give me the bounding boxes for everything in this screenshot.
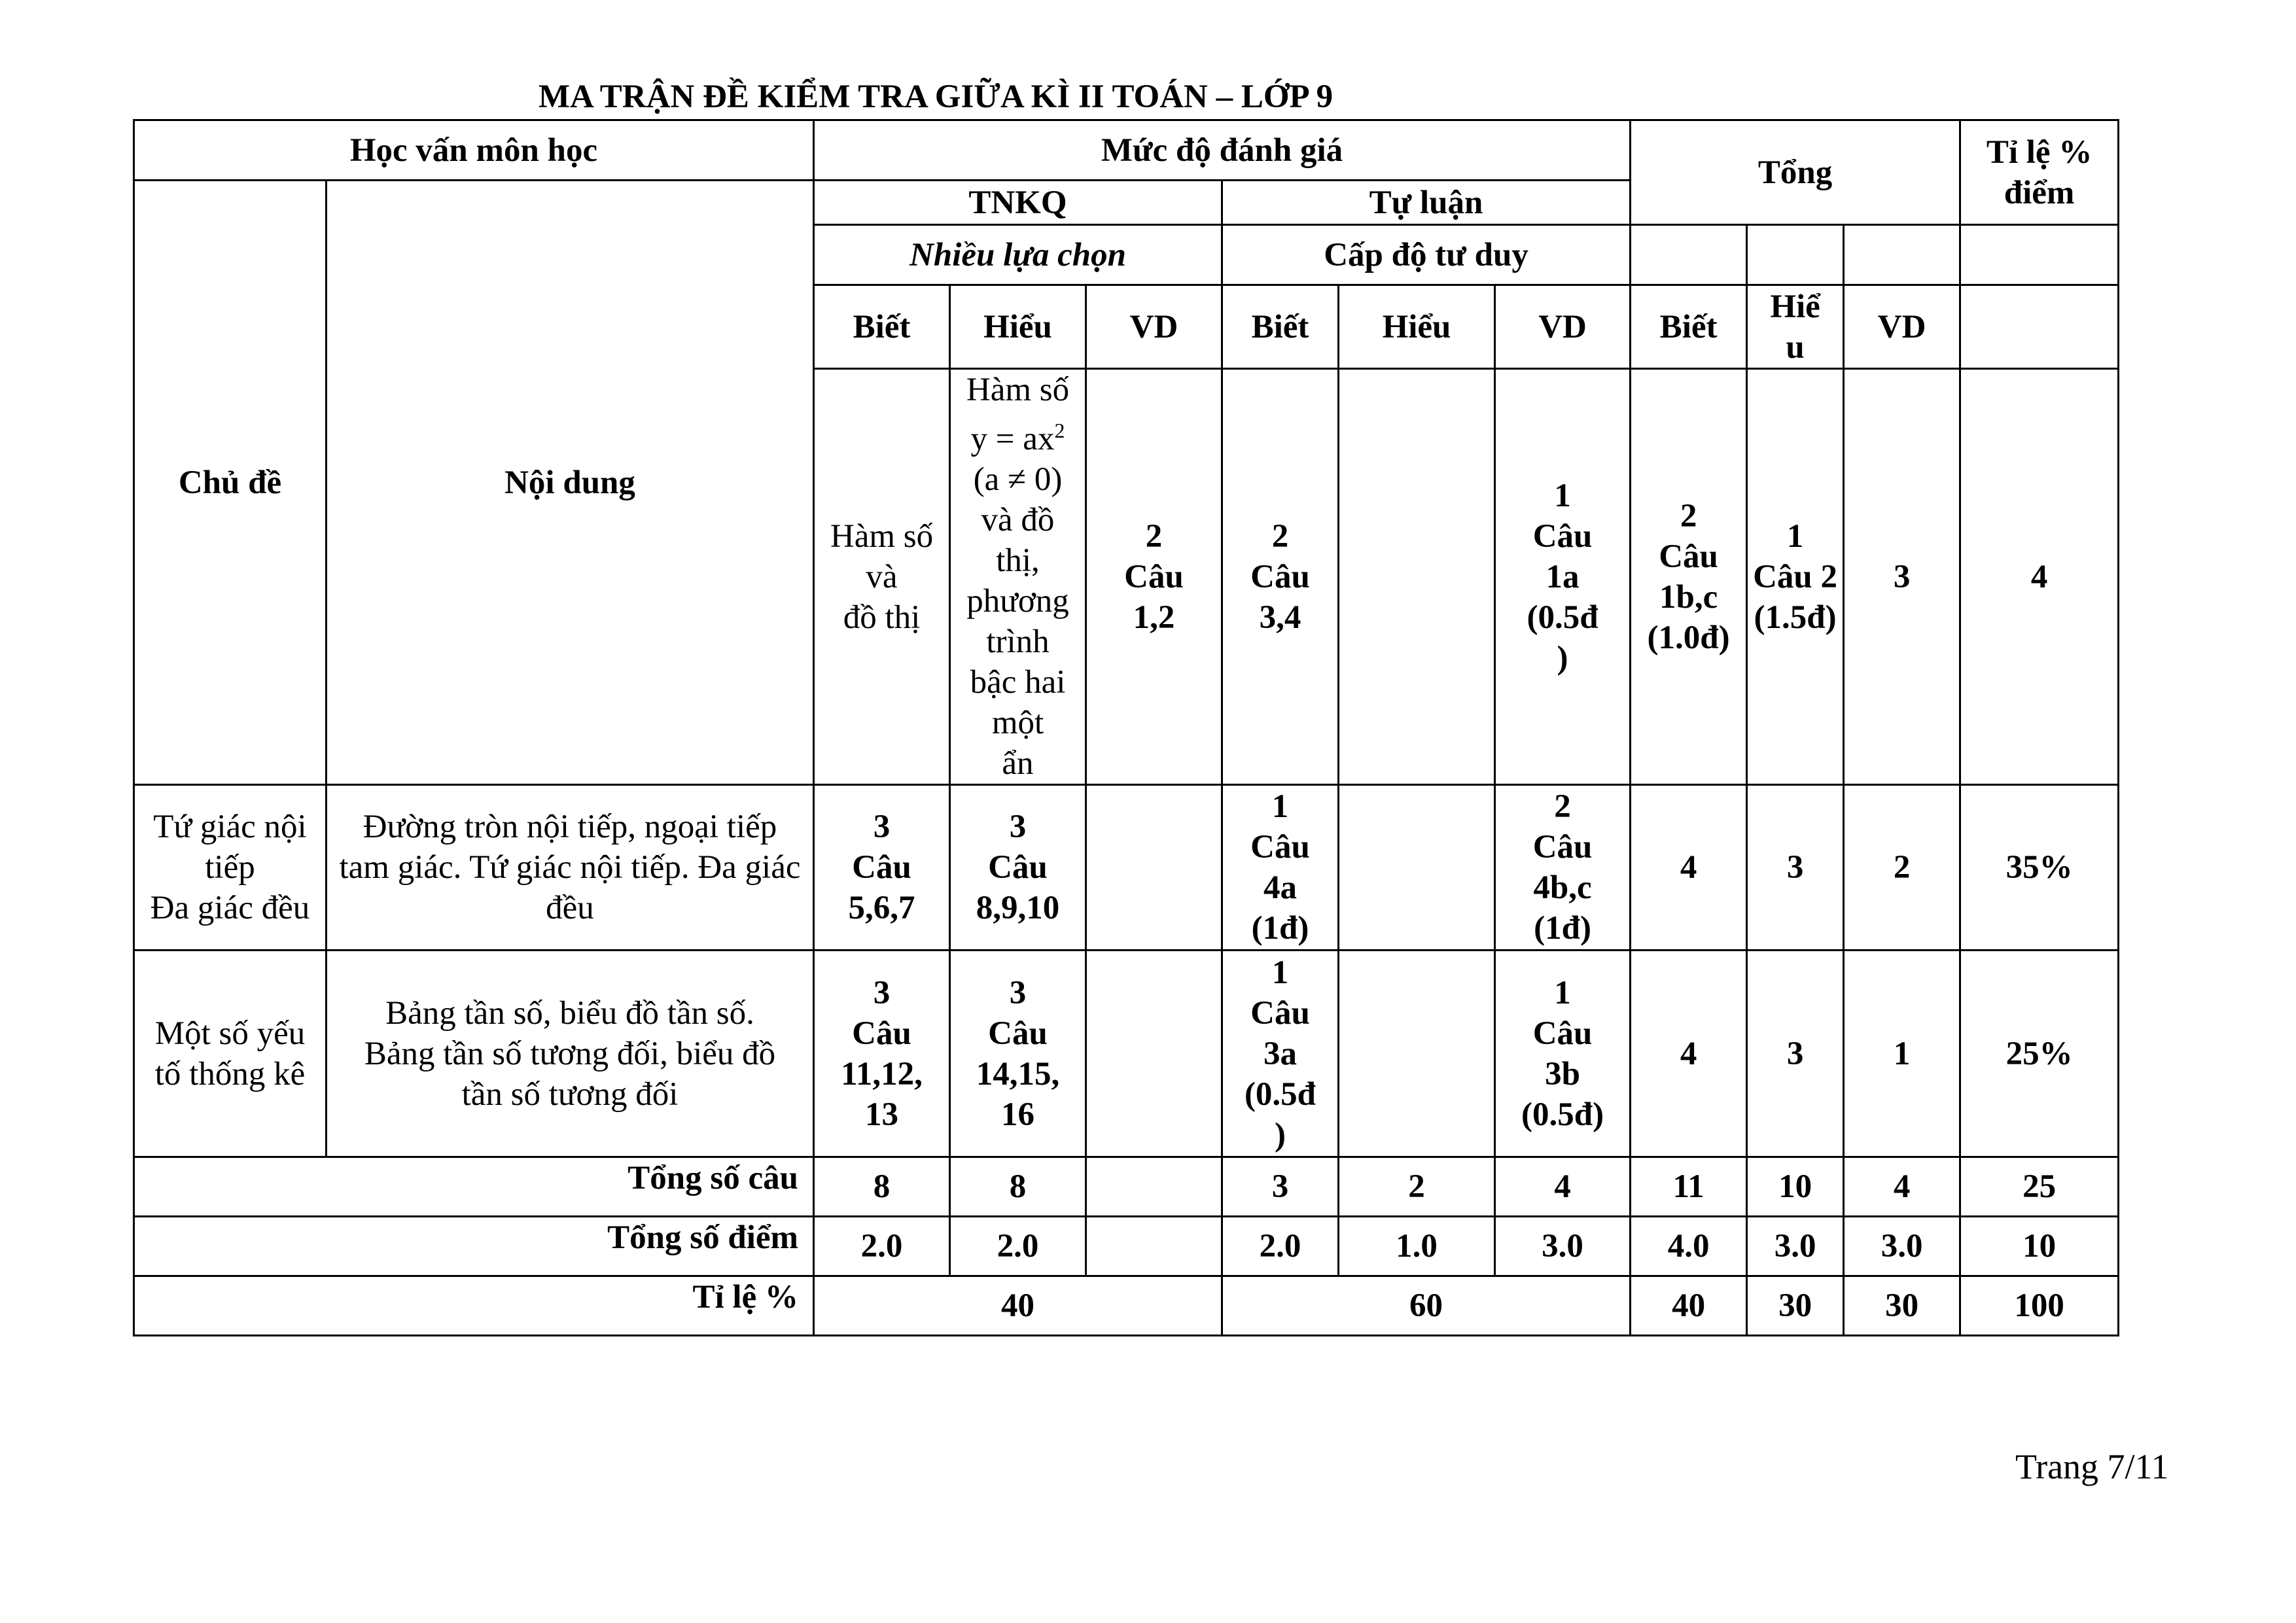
total-points-row [134, 1217, 2119, 1276]
ratio-tnkq: 40 [814, 1276, 1222, 1336]
table-row [134, 951, 2119, 1157]
total-questions-value: 8 [814, 1157, 950, 1217]
header-cap-do: Cấp độ tư duy [1222, 225, 1631, 285]
sum-biet-cell: 3 [1844, 369, 1960, 785]
header-tn-biet: Biết [814, 285, 950, 369]
tn-biet-cell: 2 Câu 1,2 [1086, 369, 1222, 785]
total-questions-value: 10 [1747, 1157, 1844, 1217]
header-chu-de: Chủ đề [134, 181, 327, 785]
tn-vd-cell [1339, 369, 1495, 785]
total-points-value [1086, 1217, 1222, 1276]
header-ti-le-diem: Tỉ lệ % điểm [1960, 120, 2119, 225]
tn-vd-cell [1086, 785, 1222, 951]
sum-vd-cell: 2 [1844, 785, 1960, 951]
total-questions-value: 4 [1844, 1157, 1960, 1217]
empty-cell [1747, 225, 1844, 285]
total-questions-value: 11 [1631, 1157, 1747, 1217]
ratio-tu-luan: 60 [1222, 1276, 1631, 1336]
tn-vd-cell [1086, 951, 1222, 1157]
assessment-matrix-table [133, 119, 2119, 1336]
sum-hieu-cell: 3 [1747, 785, 1844, 951]
empty-cell [1960, 225, 2119, 285]
total-points-value: 10 [1960, 1217, 2119, 1276]
header-sum-vd: VD [1844, 285, 1960, 369]
ratio-total: 100 [1960, 1276, 2119, 1336]
tn-biet-cell: 3 Câu 11,12, 13 [814, 951, 950, 1157]
tl-biet-cell: 1 Câu 3a (0.5đ ) [1222, 951, 1339, 1157]
total-questions-value: 3 [1222, 1157, 1339, 1217]
sum-biet-cell: 4 [1631, 785, 1747, 951]
total-questions-value: 8 [950, 1157, 1086, 1217]
header-tl-biet: Biết [1222, 285, 1339, 369]
ratio-hieu: 30 [1747, 1276, 1844, 1336]
header-hoc-van: Học vấn môn học [134, 120, 814, 181]
header-tu-luan: Tự luận [1222, 181, 1631, 225]
total-points-value: 3.0 [1747, 1217, 1844, 1276]
ratio-label: Tỉ lệ % [134, 1276, 814, 1336]
total-questions-value: 25 [1960, 1157, 2119, 1217]
ratio-row [134, 1276, 2119, 1336]
content-cell: Bảng tần số, biểu đồ tần số. Bảng tần số tương đối, biểu đồ tần số tương đối [327, 951, 814, 1157]
empty-cell [1844, 225, 1960, 285]
topic-cell: Một số yếu tố thống kê [134, 951, 327, 1157]
tl-vd-cell: 2 Câu 4b,c (1đ) [1495, 785, 1631, 951]
tl-biet-cell: 1 Câu 4a (1đ) [1222, 785, 1339, 951]
ratio-biet: 40 [1631, 1276, 1747, 1336]
pct-cell: 25% [1960, 951, 2119, 1157]
page-number: Trang 7/11 [2015, 1447, 2169, 1486]
total-questions-value [1086, 1157, 1222, 1217]
page-title: MA TRẬN ĐỀ KIỂM TRA GIỮA KÌ II TOÁN – LỚP 9 [538, 79, 1333, 115]
content-cell: Hàm số $y = ax^2$ (a ≠ 0) và đồ thị, phương trình bậc hai một ẩn [950, 369, 1086, 785]
header-sum-biet: Biết [1631, 285, 1747, 369]
total-points-value: 2.0 [950, 1217, 1086, 1276]
pct-cell: 35% [1960, 785, 2119, 951]
total-points-value: 4.0 [1631, 1217, 1747, 1276]
tl-hieu-cell: 2 Câu 1b,c (1.0đ) [1631, 369, 1747, 785]
header-tong: Tổng [1631, 120, 1960, 225]
header-noi-dung: Nội dung [327, 181, 814, 785]
tl-hieu-cell [1339, 951, 1495, 1157]
header-muc-do: Mức độ đánh giá [814, 120, 1631, 181]
total-points-value: 2.0 [814, 1217, 950, 1276]
sum-vd-cell: 1 [1844, 951, 1960, 1157]
total-questions-row [134, 1157, 2119, 1217]
tl-vd-cell: 1 Câu 3b (0.5đ) [1495, 951, 1631, 1157]
table-row [134, 785, 2119, 951]
sum-biet-cell: 4 [1631, 951, 1747, 1157]
tn-hieu-cell: 2 Câu 3,4 [1222, 369, 1339, 785]
header-tnkq: TNKQ [814, 181, 1222, 225]
header-sum-hieu: Hiể u [1747, 285, 1844, 369]
tl-biet-cell: 1 Câu 1a (0.5đ ) [1495, 369, 1631, 785]
total-questions-label: Tổng số câu [134, 1157, 814, 1217]
topic-cell: Tứ giác nội tiếp Đa giác đều [134, 785, 327, 951]
topic-cell: Hàm số và đồ thị [814, 369, 950, 785]
total-points-label: Tổng số điểm [134, 1217, 814, 1276]
tn-hieu-cell: 3 Câu 8,9,10 [950, 785, 1086, 951]
tn-biet-cell: 3 Câu 5,6,7 [814, 785, 950, 951]
total-points-value: 1.0 [1339, 1217, 1495, 1276]
content-cell: Đường tròn nội tiếp, ngoại tiếp tam giác. Tứ giác nội tiếp. Đa giác đều [327, 785, 814, 951]
total-questions-value: 4 [1495, 1157, 1631, 1217]
header-nhieu-lua-chon: Nhiều lựa chọn [814, 225, 1222, 285]
empty-cell [1631, 225, 1747, 285]
total-points-value: 3.0 [1495, 1217, 1631, 1276]
tn-hieu-cell: 3 Câu 14,15, 16 [950, 951, 1086, 1157]
tl-hieu-cell [1339, 785, 1495, 951]
sum-hieu-cell: 3 [1747, 951, 1844, 1157]
ratio-vd: 30 [1844, 1276, 1960, 1336]
header-tl-hieu: Hiểu [1339, 285, 1495, 369]
tl-vd-cell: 1 Câu 2 (1.5đ) [1747, 369, 1844, 785]
header-tn-hieu: Hiểu [950, 285, 1086, 369]
empty-cell [1960, 285, 2119, 369]
total-questions-value: 2 [1339, 1157, 1495, 1217]
total-points-value: 2.0 [1222, 1217, 1339, 1276]
header-tn-vd: VD [1086, 285, 1222, 369]
total-points-value: 3.0 [1844, 1217, 1960, 1276]
sum-hieu-cell: 4 [1960, 369, 2119, 785]
header-tl-vd: VD [1495, 285, 1631, 369]
